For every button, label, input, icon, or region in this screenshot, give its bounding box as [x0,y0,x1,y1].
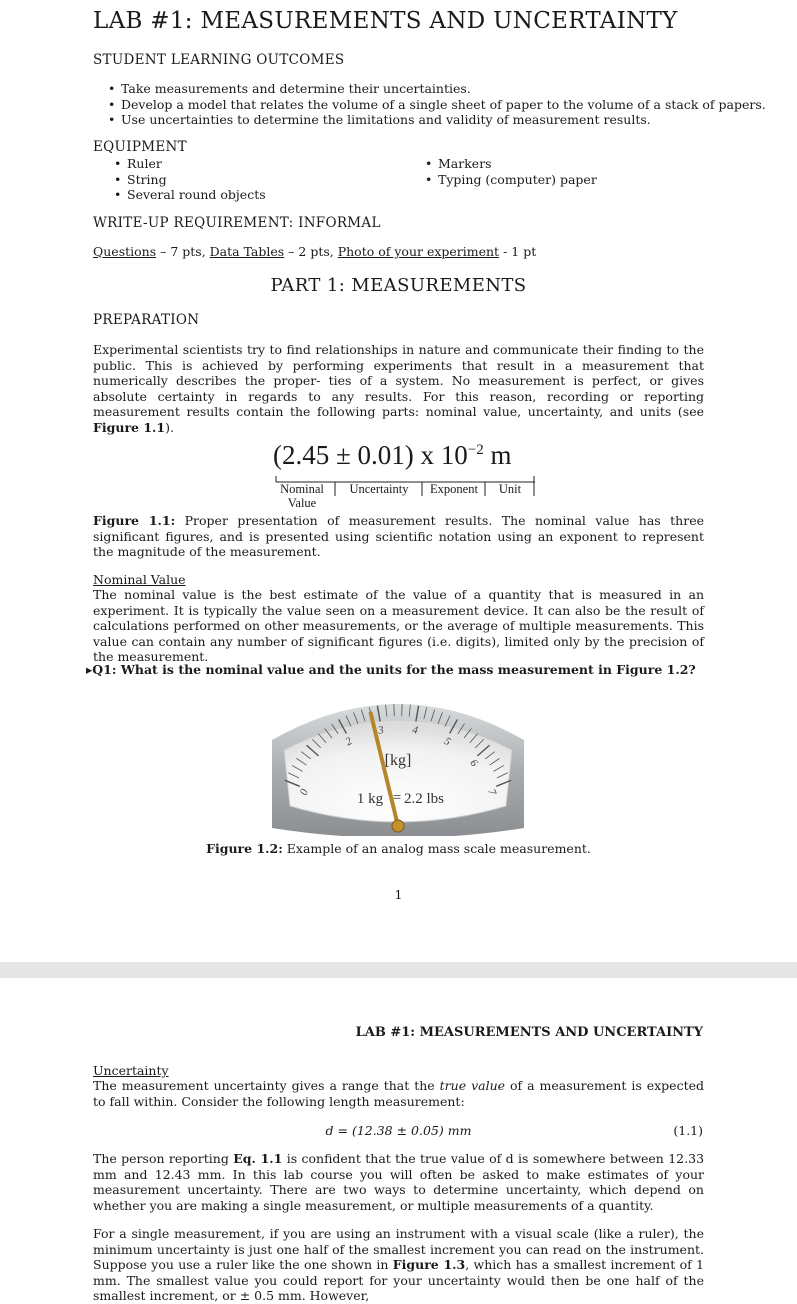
list-item: • Use uncertainties to determine the limitations and validity of measurement results. [108,112,766,128]
scale-number: 6 [467,757,480,769]
label-value: Value [270,496,334,510]
equipment-heading: EQUIPMENT [93,139,187,155]
measurement-expression [273,440,512,471]
label-exponent: Exponent [423,482,485,497]
equipment-list-left [114,156,266,203]
conversion-equals: = [393,790,401,806]
list-item: • String [114,172,266,188]
outcomes-heading: STUDENT LEARNING OUTCOMES [93,52,344,68]
equation-1-1: d = (12.38 ± 0.05) mm [0,1123,797,1139]
label-unit: Unit [486,482,534,497]
paragraph-2 [93,1151,704,1213]
questions-label: Questions [93,244,156,259]
preparation-end: ). [165,420,174,435]
unc-text-emphasis: true value [440,1078,505,1093]
list-item: • Take measurements and determine their uncertainties. [108,81,766,97]
conversion-right: 2.2 lbs [404,791,444,807]
page-separator [0,962,797,978]
outcomes-list [108,81,766,128]
caption-label: Figure 1.2: [206,841,283,856]
para3-text-a: For a single measurement, if you are using an instrument with a visual scale (like a ruler), the minimum uncertainty is just one half of the smallest increment you can read on the instrument. Suppose you use a ruler like the one shown in [93,1226,704,1272]
conversion-left: 1 kg [357,791,384,807]
questions-points: – 7 pts, [156,244,210,259]
tables-points: – 2 pts, [284,244,338,259]
paragraph-3 [93,1226,704,1304]
figure-1-1 [270,440,535,520]
uncertainty-heading: Uncertainty [93,1063,169,1079]
part-heading: PART 1: MEASUREMENTS [0,275,797,296]
analog-scale [262,688,534,836]
scale-number: 7 [485,787,498,797]
nominal-paragraph: The nominal value is the best estimate of the value of a quantity that is measured in an experiment. It is typically the value seen on a measurement device. It can also be the result of calculations performed on other measurements, or the average of multiple measurements. This value can contain any number of significant figures (i.e. digits), limited only by the precision of the measurement. [93,587,704,665]
nominal-heading: Nominal Value [93,572,186,588]
preparation-paragraph [93,342,704,436]
scale-number: 2 [343,735,354,748]
figure-1-2-caption [0,841,797,857]
equation-reference: Eq. 1.1 [233,1151,282,1166]
list-item: • Ruler [114,156,266,172]
page-number: 1 [0,887,797,903]
photo-points: - 1 pt [499,244,536,259]
caption-text: Example of an analog mass scale measurement. [283,841,591,856]
caption-label: Figure 1.1: [93,513,175,528]
question-1 [86,662,696,677]
preparation-text: Experimental scientists try to find relationships in nature and communicate their finding to the public. This is achieved by performing experiments that result in a measurement that numerically describes the proper- ties of a system. No measurement is perfect, or gives absolute certainty in regards to any results. For this reason, recording or reporting measurement results contain the following parts: nominal value, uncertainty, and units (see [93,342,704,419]
equation-number: (1.1) [673,1123,703,1139]
para2-text-a: The person reporting [93,1151,233,1166]
writeup-heading: WRITE-UP REQUIREMENT: INFORMAL [93,215,381,231]
unit-label: [kg] [385,752,412,769]
expression-unit: m [484,440,512,470]
list-item: • Several round objects [114,187,266,203]
writeup-line [93,244,536,260]
expression-exponent: −2 [468,442,484,458]
para3-text-b: , which has a smallest increment of 1 mm. The smallest value you could report for your uncertainty would then be one half of the smallest increment, or ± 0.5 mm. However, [93,1257,704,1303]
scale-number: 5 [442,735,453,748]
list-item: • Typing (computer) paper [425,172,597,188]
uncertainty-paragraph [93,1078,704,1109]
scale-number: 4 [411,724,419,737]
needle-pivot [392,820,404,832]
page-title: LAB #1: MEASUREMENTS AND UNCERTAINTY [93,8,678,34]
question-marker: ▸ [86,662,92,677]
label-nominal-value [270,482,334,510]
figure-1-1-caption [93,513,704,560]
caption-text: Proper presentation of measurement results. The nominal value has three significant figures, and is presented using scientific notation using an exponent to represent the magnitude of the measurement. [93,513,704,559]
running-header: LAB #1: MEASUREMENTS AND UNCERTAINTY [356,1025,703,1040]
list-item: • Markers [425,156,597,172]
label-nominal: Nominal [270,482,334,496]
equipment-list-right [425,156,597,187]
question-text: Q1: What is the nominal value and the units for the mass measurement in Figure 1.2? [92,662,695,677]
scale-number: 0 [298,787,311,797]
photo-label: Photo of your experiment [338,244,499,259]
para2-text-b: is confident that the true value of d is somewhere between 12.33 mm and 12.43 mm. In this lab course you will often be asked to make estimates of your measurement uncertainty. There are two ways to determine uncertainty, which depend on whether you are making a single measurement, or multiple measurements of a quantity. [93,1151,704,1213]
figure-reference: Figure 1.3 [393,1257,465,1272]
list-item: • Develop a model that relates the volume of a single sheet of paper to the volume of a stack of papers. [108,97,766,113]
preparation-heading: PREPARATION [93,312,199,328]
figure-1-2-scale [262,688,534,836]
label-uncertainty: Uncertainty [336,482,422,497]
figure-reference: Figure 1.1 [93,420,165,435]
tables-label: Data Tables [210,244,285,259]
unc-text-a: The measurement uncertainty gives a range that the [93,1078,440,1093]
scale-number: 3 [376,724,385,737]
unc-text-b: of a measurement is expected to fall within. Consider the following length measurement: [93,1078,704,1109]
scale-face [284,720,512,822]
expression-main: (2.45 ± 0.01) x 10 [273,440,468,470]
